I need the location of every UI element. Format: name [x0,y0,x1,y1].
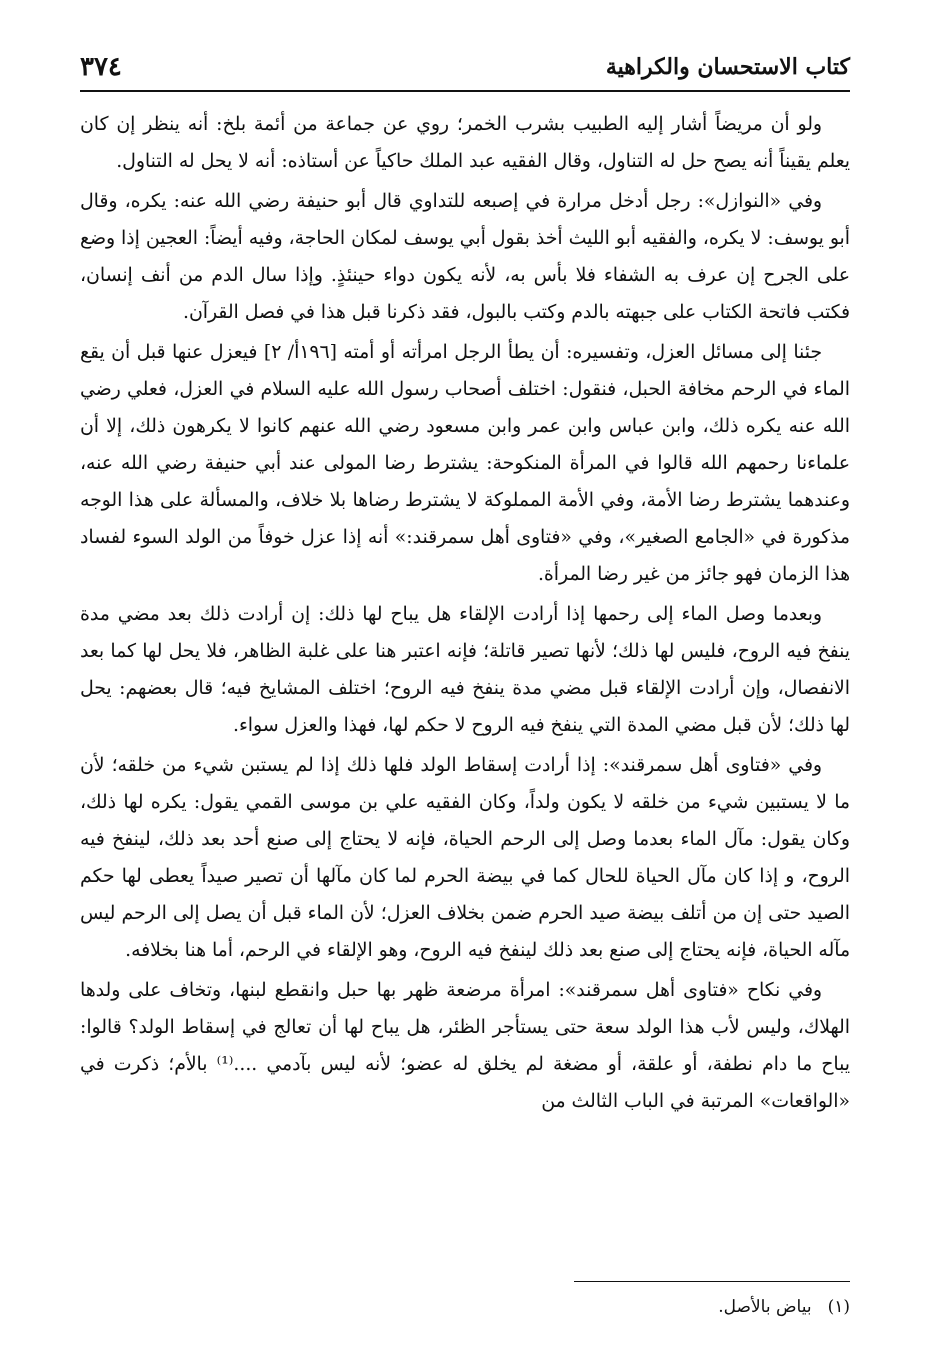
footnote [718,1297,850,1317]
page-header [80,44,850,92]
footnote-marker: (١) [827,1297,850,1317]
page-number: ٣٧٤ [80,52,122,82]
chapter-title: كتاب الاستحسان والكراهية [605,54,850,80]
main-text [80,106,850,1123]
footnote-divider [574,1281,850,1282]
paragraph: ولو أن مريضاً أشار إليه الطبيب بشرب الخمر؛ روي عن جماعة من أئمة بلخ: أنه ينظر إن كان يعلم يقيناً أنه يصح حل له التناول، وقال الفقيه عبد الملك حاكياً عن أستاذه: أنه لا يحل له التناول. [80,114,850,172]
paragraph: وبعدما وصل الماء إلى رحمها إذا أرادت الإلقاء هل يباح لها ذلك: إن أرادت ذلك بعد مضي مدة ينفخ فيه الروح، فليس لها ذلك؛ لأنها تصير قاتلة؛ فإنه اعتبر هنا على غلبة الظاهر، فلا يحل لها كما بعد الانفصال، وإن أرادت الإلقاء قبل مضي مدة ينفخ فيه الروح؛ اختلف المشايخ فيه؛ قال بعضهم: يحل لها ذلك؛ لأن قبل مضي المدة التي ينفخ فيه الروح لا حكم لها، فهذا والعزل سواء. [80,604,850,736]
paragraph: وفي «فتاوى أهل سمرقند»: إذا أرادت إسقاط الولد فلها ذلك إذا لم يستبن شيء من خلقه؛ لأن ما لا يستبين شيء من خلقه لا يكون ولداً، وكان الفقيه علي بن موسى القمي يقول: يكره لها ذلك، وكان يقول: مآل الماء بعدما وصل إلى الرحم الحياة، فإنه لا يحتاج إلى صنع أحد بعد ذلك، لينفخ فيه الروح، و إذا كان مآل الحياة للحال كما في بيضة الحرم لما كان مآلها أن تصير صيداً يعطى لها حكم الصيد حتى إن من أتلف بيضة صيد الحرم ضمن بخلاف العزل؛ لأن الماء قبل أن يصل إلى الرحم ليس مآله الحياة، فإنه يحتاج إلى صنع بعد ذلك لينفخ فيه الروح، وهو الإلقاء في الرحم، أما هنا بخلافه. [80,755,850,961]
footnote-text: بياض بالأصل. [718,1297,812,1317]
paragraph: وفي نكاح «فتاوى أهل سمرقند»: امرأة مرضعة ظهر بها حبل وانقطع لبنها، وتخاف على ولدها الهلاك، وليس لأب هذا الولد سعة حتى يستأجر الظئر، هل يباح لها أن تعالج في إسقاط الولد؟ قالوا: يباح ما دام نطفة، أو علقة، أو مضغة لم يخلق له عضو؛ لأنه ليس بآدمي ....⁽¹⁾ بالأم؛ ذكرت في «الواقعات» المرتبة في الباب الثالث من [80,980,850,1112]
paragraph: وفي «النوازل»: رجل أدخل مرارة في إصبعه للتداوي قال أبو حنيفة رضي الله عنه: يكره، وقال أبو يوسف: لا يكره، والفقيه أبو الليث أخذ بقول أبي يوسف لمكان الحاجة، وفيه أيضاً: العجين إذا وضع على الجرح إن عرف به الشفاء فلا بأس به، لأنه يكون دواء حينئذٍ. وإذا سال الدم من أنف إنسان، فكتب فاتحة الكتاب على جبهته بالدم وكتب بالبول، فقد ذكرنا قبل هذا في فصل القرآن. [80,191,850,323]
paragraph: جئنا إلى مسائل العزل، وتفسيره: أن يطأ الرجل امرأته أو أمته [١٩٦أ/ ٢] فيعزل عنها قبل أن يقع الماء في الرحم مخافة الحبل، فنقول: اختلف أصحاب رسول الله عليه السلام في العزل، فعلي رضي الله عنه يكره ذلك، وابن عباس وابن عمر وابن مسعود رضي الله عنهم كانوا لا يكرهون ذلك، إلا أن علماءنا رحمهم الله قالوا في المرأة المنكوحة: يشترط رضا المولى عند أبي حنيفة رضي الله عنه، وعندهما يشترط رضا الأمة، وفي الأمة المملوكة لا يشترط رضاها بلا خلاف، والمسألة على هذا الوجه مذكورة في «الجامع الصغير»، وفي «فتاوى أهل سمرقند:» أنه إذا عزل خوفاً من الولد السوء لفساد هذا الزمان فهو جائز من غير رضا المرأة. [80,342,850,585]
